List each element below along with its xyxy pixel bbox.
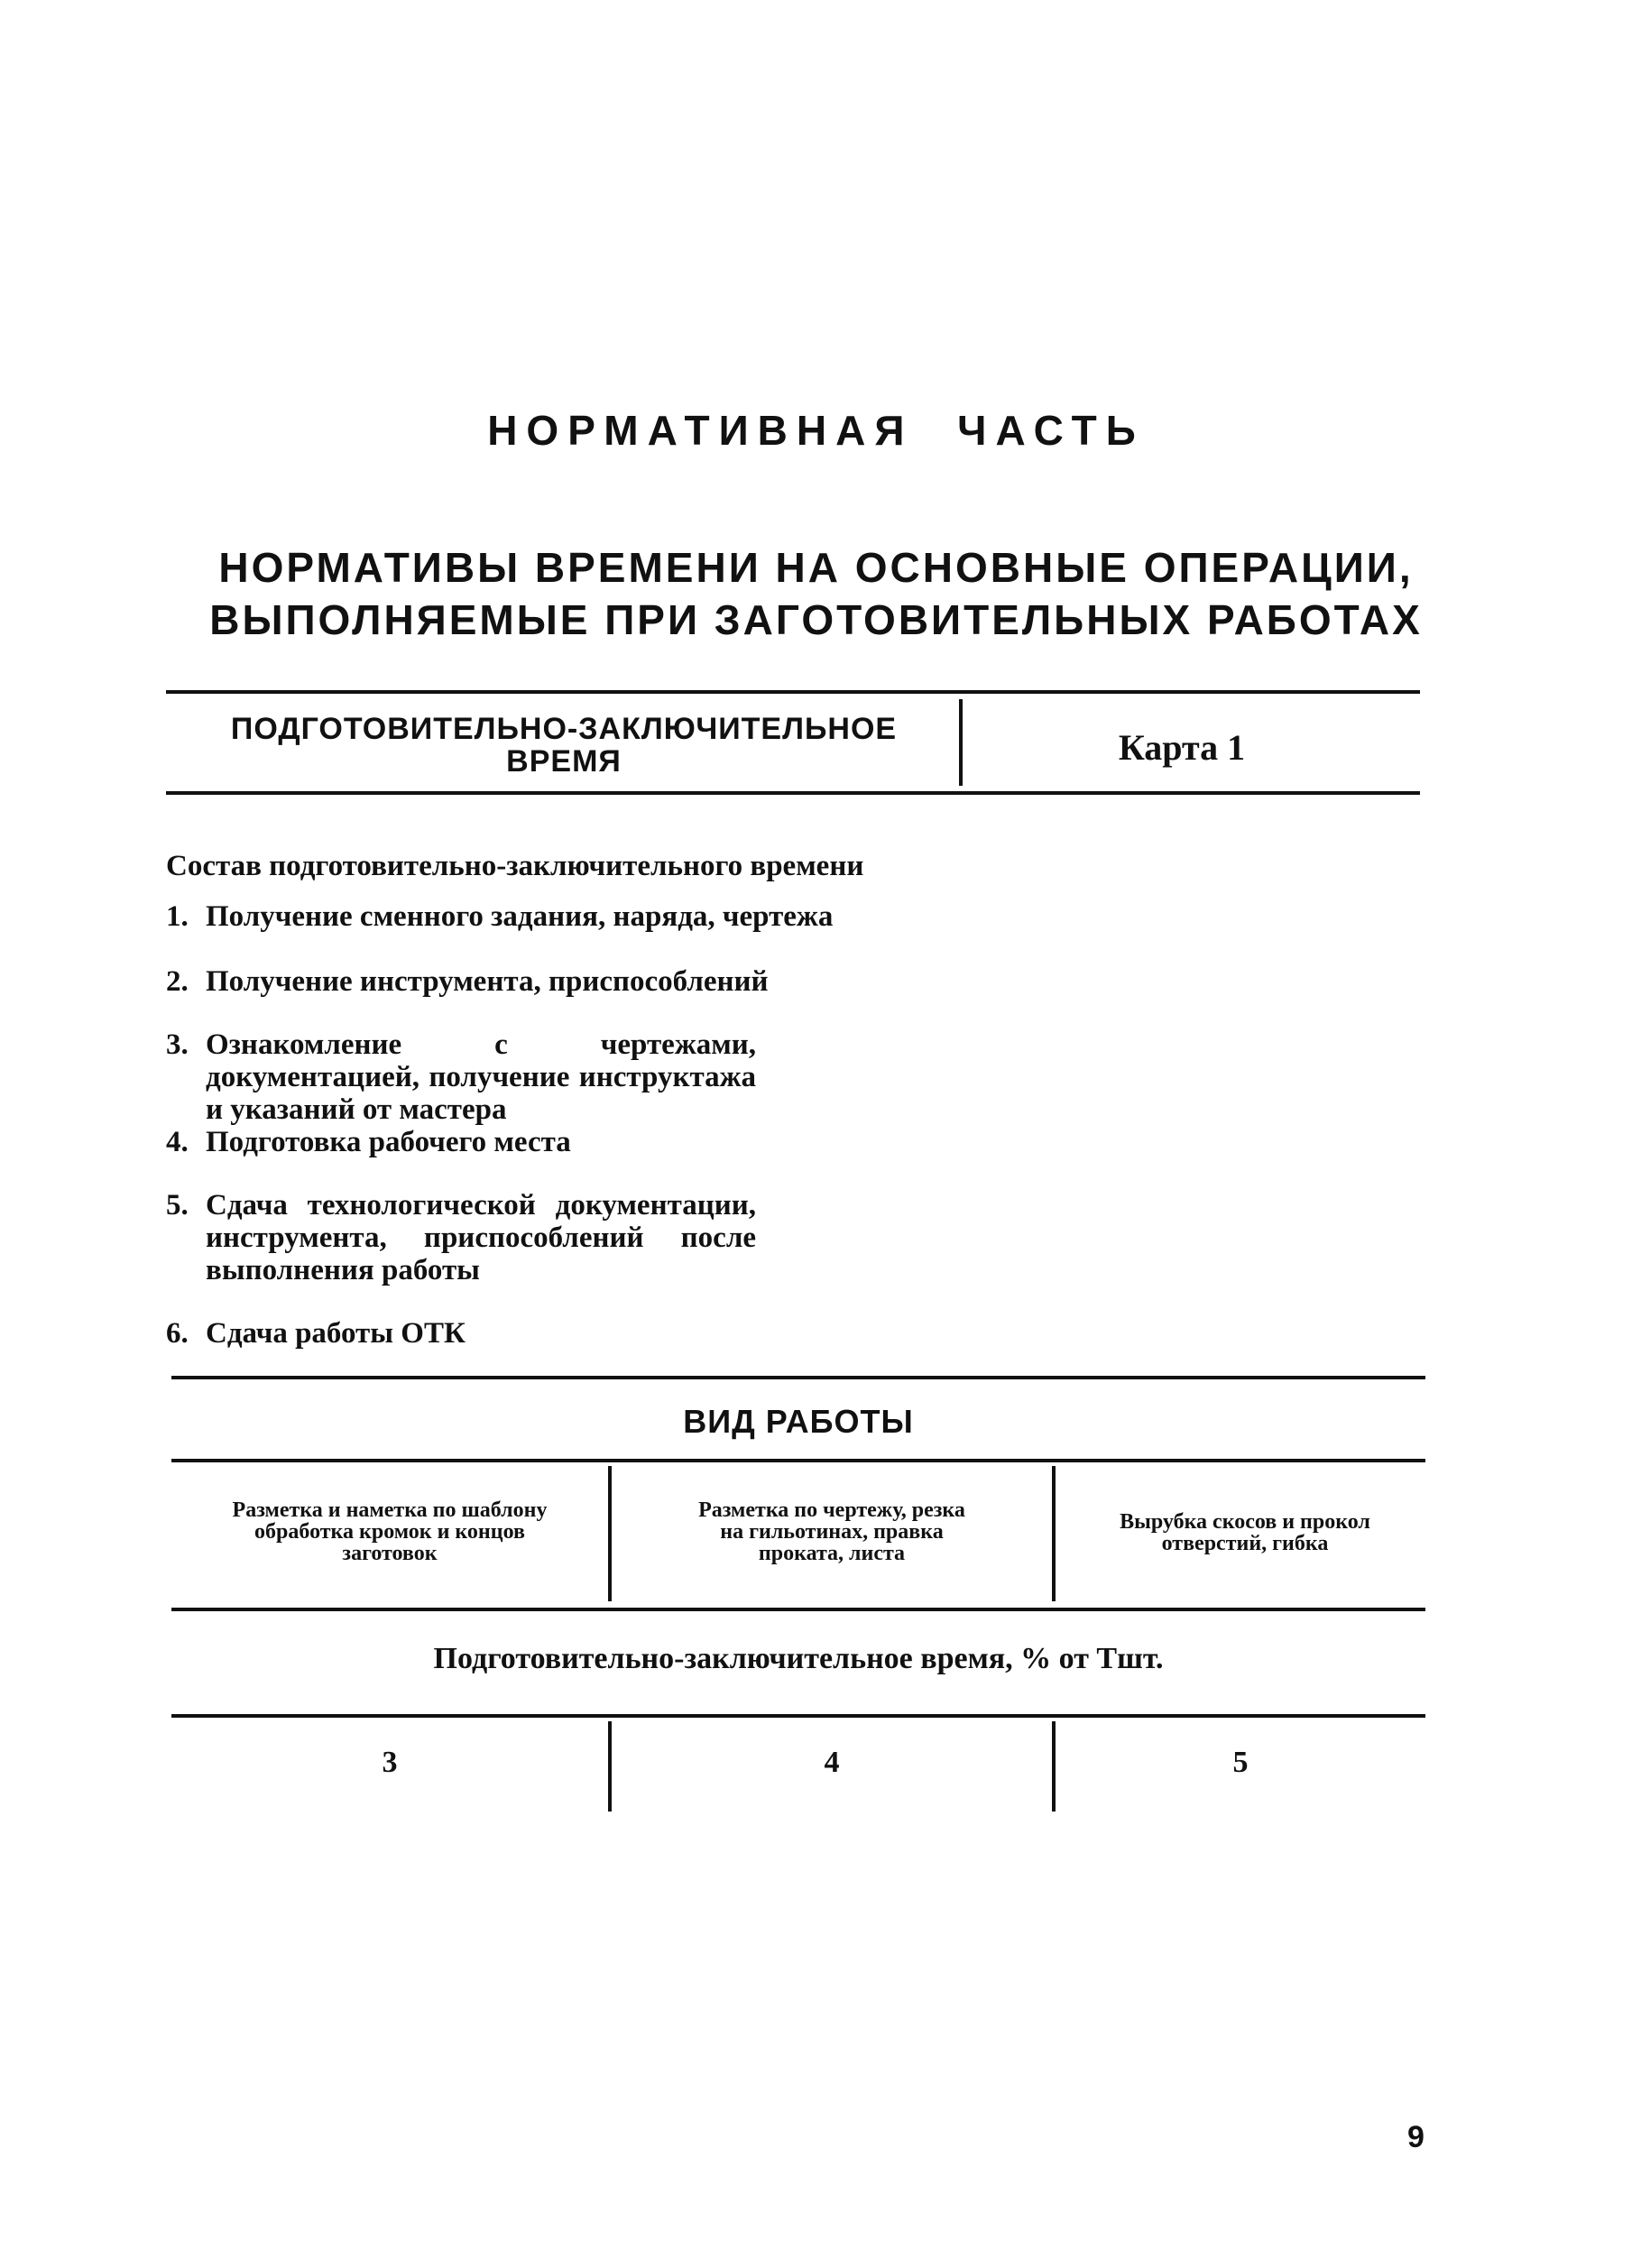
work-type-column-line: на гильотинах, правка bbox=[720, 1520, 944, 1544]
table-middle-rule bbox=[171, 1608, 1425, 1611]
list-item-number: 4. bbox=[166, 1126, 189, 1158]
work-type-column-line: Разметка по чертежу, резка bbox=[698, 1498, 965, 1522]
header-box-title-line-1: ПОДГОТОВИТЕЛЬНО-ЗАКЛЮЧИТЕЛЬНОЕ bbox=[230, 712, 898, 746]
list-item-number: 1. bbox=[166, 900, 189, 933]
list-item-text: Подготовка рабочего места bbox=[206, 1126, 571, 1158]
list-item-text: Сдача работы ОТК bbox=[206, 1317, 466, 1350]
list-item-text: Ознакомление с чертежами, документацией, получение инструктажа и указаний от мастера bbox=[206, 1028, 756, 1126]
table-top-rule bbox=[171, 1376, 1425, 1379]
header-box-bottom-rule bbox=[166, 791, 1420, 795]
header-box-top-rule bbox=[166, 690, 1420, 694]
work-type-column bbox=[171, 1499, 608, 1564]
composition-intro: Состав подготовительно-заключительного времени bbox=[166, 850, 864, 882]
list-item bbox=[166, 965, 987, 1001]
work-type-column-line: отверстий, гибка bbox=[1161, 1532, 1329, 1555]
list-item-text: Получение сменного задания, наряда, чертежа bbox=[206, 900, 834, 933]
list-item-number: 5. bbox=[166, 1189, 189, 1222]
work-type-column bbox=[612, 1499, 1052, 1564]
work-type-column-line: Вырубка скосов и прокол bbox=[1120, 1510, 1370, 1534]
list-item-text: Сдача технологической документации, инструмента, приспособлений после выполнения работы bbox=[206, 1189, 756, 1286]
work-type-column-line: заготовок bbox=[342, 1542, 438, 1565]
work-type-column bbox=[1056, 1511, 1434, 1554]
header-box-title bbox=[171, 713, 956, 778]
list-item-number: 6. bbox=[166, 1317, 189, 1350]
work-type-column-line: обработка кромок и концов bbox=[254, 1520, 525, 1544]
list-item-number: 2. bbox=[166, 965, 189, 998]
main-title-line-2: ВЫПОЛНЯЕМЫЕ ПРИ ЗАГОТОВИТЕЛЬНЫХ РАБОТАХ bbox=[209, 596, 1423, 643]
table-header-rule bbox=[171, 1459, 1425, 1462]
work-type-title: ВИД РАБОТЫ bbox=[683, 1403, 914, 1440]
time-value: 4 bbox=[824, 1746, 840, 1779]
list-item-number: 3. bbox=[166, 1028, 189, 1061]
header-box-title-line-2: ВРЕМЯ bbox=[506, 744, 622, 779]
list-item bbox=[166, 900, 987, 936]
list-item bbox=[166, 1028, 987, 1126]
list-item bbox=[166, 1126, 987, 1162]
table-values-rule bbox=[171, 1714, 1425, 1718]
time-value: 5 bbox=[1232, 1746, 1249, 1779]
work-type-column-line: проката, листа bbox=[758, 1542, 906, 1565]
list-item-text: Получение инструмента, приспособлений bbox=[206, 965, 769, 998]
list-item bbox=[166, 1189, 987, 1297]
main-title bbox=[162, 541, 1470, 646]
list-item bbox=[166, 1317, 987, 1353]
time-value: 3 bbox=[382, 1746, 398, 1779]
work-type-column-line: Разметка и наметка по шаблону bbox=[232, 1498, 548, 1522]
page-number: 9 bbox=[1407, 2120, 1425, 2154]
main-title-line-1: НОРМАТИВЫ ВРЕМЕНИ НА ОСНОВНЫЕ ОПЕРАЦИИ, bbox=[218, 544, 1414, 591]
card-number: Карта 1 bbox=[1118, 727, 1246, 768]
header-box-divider bbox=[959, 699, 963, 786]
part-title: НОРМАТИВНАЯ ЧАСТЬ bbox=[487, 407, 1145, 454]
time-row-title: Подготовительно-заключительное время, % от Тшт. bbox=[433, 1642, 1164, 1675]
